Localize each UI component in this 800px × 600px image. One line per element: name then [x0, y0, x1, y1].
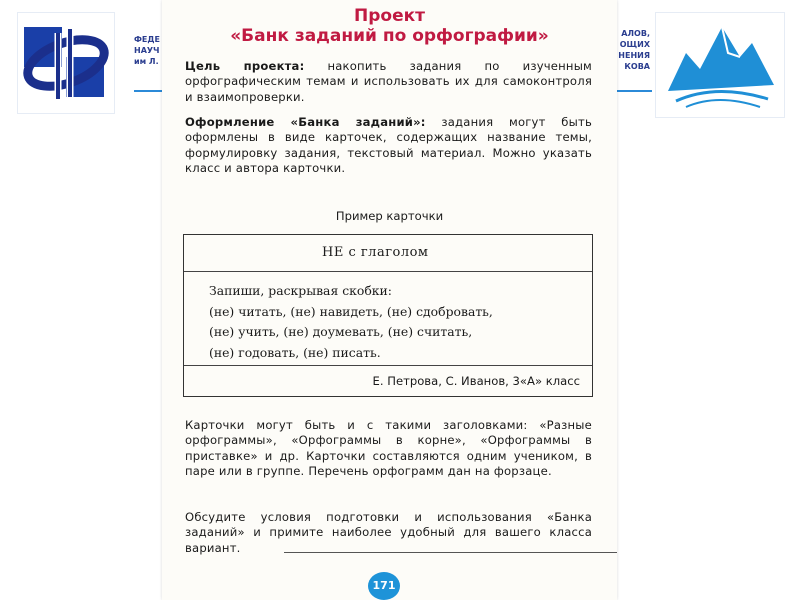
card-title: НЕ с глаголом: [322, 245, 429, 260]
card-author: Е. Петрова, С. Иванов, 3«А» класс: [372, 374, 580, 388]
card-line: (не) годовать, (не) писать.: [209, 344, 381, 360]
sample-card: [183, 234, 593, 397]
project-goal-paragraph: [185, 59, 592, 105]
card-footer: [184, 365, 592, 397]
bank-design-lead: Оформление «Банка заданий»:: [185, 115, 426, 129]
bank-design-paragraph: [185, 115, 592, 177]
bottom-rule: [284, 552, 617, 553]
card-instruction: Запиши, раскрывая скобки:: [209, 283, 392, 298]
blue-mountain-book-icon: [655, 12, 785, 118]
discuss-paragraph: Обсудите условия подготовки и использования «Банка заданий» и примите наиболее удобный для вашего класса вариант.: [185, 510, 592, 555]
card-line: (не) учить, (не) доумевать, (не) считать,: [209, 324, 473, 339]
card-headings-paragraph: Карточки могут быть и с такими заголовками: «Разные орфограммы», «Орфограммы в корне», «Орфограммы в приставке» и др. Карточки составляются одним учеником, в паре или в группе. Перечень орфограмм дан на форзаце.: [185, 418, 592, 479]
sample-card-caption: Пример карточки: [335, 209, 444, 223]
page-title: Проект «Банк заданий по орфографии»: [230, 6, 549, 46]
project-goal-lead: Цель проекта:: [185, 59, 305, 73]
header-organization-text-left: ФЕДЕ НАУЧ им Л.: [134, 35, 160, 66]
card-title-row: [184, 235, 592, 272]
card-body: [209, 281, 579, 363]
blue-f-emblem-icon: [17, 12, 115, 114]
bank-design-text: задания могут быть оформлены в виде карточек, содержащих название темы, формулировку задания, текстовый материал. Можно указать класс и автора карточки.: [185, 115, 592, 176]
textbook-page: [162, 0, 617, 600]
header-divider-right: [612, 90, 652, 92]
project-goal-text: накопить задания по изученным орфографическим темам и использовать их для самоконтроля и взаимопроверки.: [185, 59, 593, 104]
page-number-badge: 171: [368, 572, 400, 600]
header-organization-text-right: АЛОВ, ОЩИХ НЕНИЯ КОВА: [618, 29, 650, 71]
card-line: (не) читать, (не) навидеть, (не) сдобровать,: [209, 303, 493, 319]
header-divider-left: [134, 90, 164, 92]
